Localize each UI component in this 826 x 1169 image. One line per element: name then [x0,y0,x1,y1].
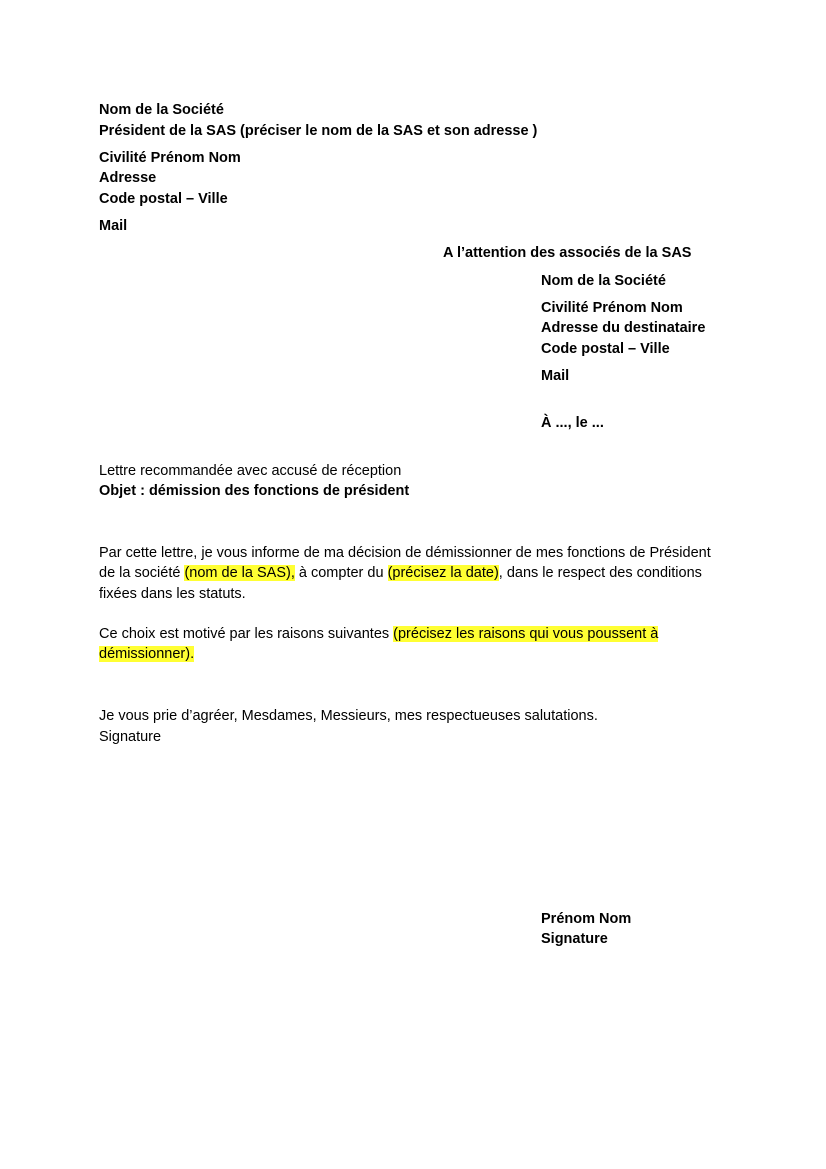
placeholder-reasons: (précisez les raisons qui vous poussent à démissionner). [99,626,659,663]
sender-company: Nom de la Société [99,102,224,118]
closing-salutation: Je vous prie d’agréer, Mesdames, Messieurs, mes respectueuses salutations. [99,708,598,724]
signature-label: Signature [99,729,162,745]
recipient-attention: A l’attention des associés de la SAS [443,245,692,261]
placeholder-sas-name: (nom de la SAS), [184,565,295,582]
signer-signature: Signature [541,931,608,947]
placeholder-date: (précisez la date) [387,565,499,582]
recipient-company: Nom de la Société [541,273,666,289]
sender-address: Adresse [99,170,157,186]
sender-president-of-sas: Président de la SAS (préciser le nom de la SAS et son adresse ) [99,123,538,139]
place-date: À ..., le ... [541,415,604,431]
sender-mail: Mail [99,218,128,234]
recipient-civility-name: Civilité Prénom Nom [541,300,683,316]
signer-name: Prénom Nom [541,911,632,927]
paragraph-1-text-b: à compter du [294,565,388,582]
paragraph-2-text-a: Ce choix est motivé par les raisons suivantes [99,626,394,642]
paragraph-1-text-c: , dans le respect des conditions fixées dans les statuts. [99,565,702,602]
paragraph-1-text-a: Par cette lettre, je vous informe de ma décision de démissionner de mes fonctions de Président de la société [99,545,711,582]
recipient-mail: Mail [541,368,570,384]
delivery-mode: Lettre recommandée avec accusé de réception [99,463,402,479]
body-paragraph-2 [99,624,699,665]
recipient-postal-city: Code postal – Ville [541,341,670,357]
body-paragraph-1 [99,543,729,604]
sender-civility-name: Civilité Prénom Nom [99,150,241,166]
recipient-address: Adresse du destinataire [541,320,706,336]
sender-postal-city: Code postal – Ville [99,191,228,207]
letter-subject: Objet : démission des fonctions de président [99,483,410,499]
